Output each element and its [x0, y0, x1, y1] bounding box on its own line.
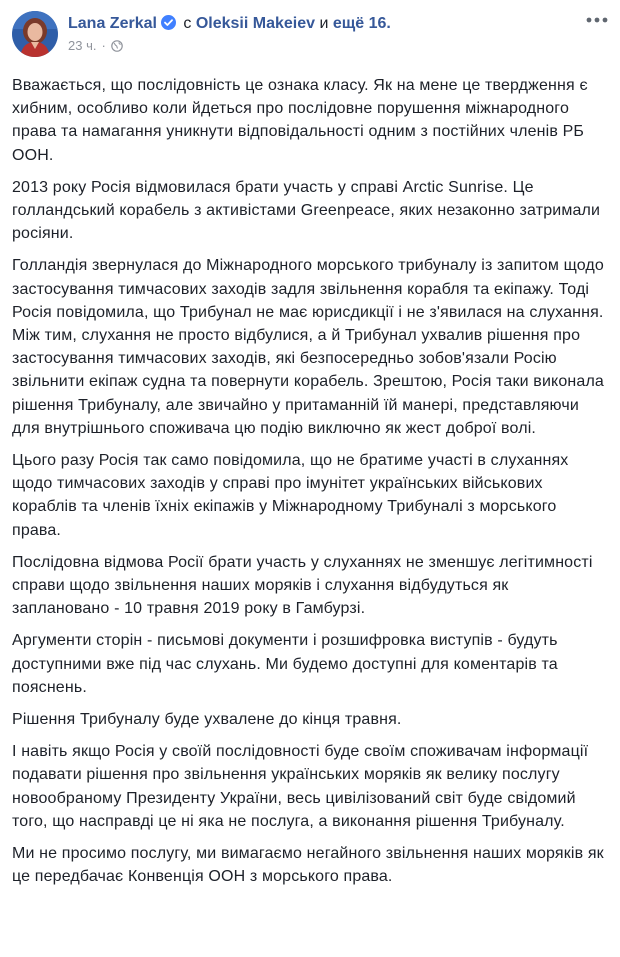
avatar-image: [12, 11, 58, 57]
post-paragraph: Голландія звернулася до Міжнародного морського трибуналу із запитом щодо застосування тимчасових заходів задля звільнення корабля та екіпажу. Тоді Росія повідомила, що Трибунал не має юрисдикції і не з'явилася на слухання. Між тим, слухання не просто відбулися, а й Трибунал ухвалив рішення про застосування тимчасових заходів, які безпосередньо зобов'язали Росію звільнити екіпаж судна та повернути корабель. Зрештою, Росія таки виконала рішення Трибуналу, але звичайно у притаманній їй манері, представляючи для внутрішнього споживача цю подію виключно як жест доброї волі.: [12, 257, 604, 437]
post-paragraph: І навіть якщо Росія у своїй послідовності буде своїм споживачам інформації подавати рішення про звільнення українських моряків як велику послугу новообраному Президенту України, весь цивілізований світ буде свідомий того, що насправді це ні яка не послуга, а виконання рішення Трибуналу.: [12, 743, 589, 830]
post-header: [12, 8, 610, 66]
more-options-button[interactable]: [584, 10, 610, 30]
verified-badge-icon: [161, 15, 176, 30]
tagged-person-link[interactable]: Oleksii Makeiev: [195, 15, 316, 32]
author-line: [68, 14, 584, 34]
post-paragraph: Послідовна відмова Росії брати участь у слуханнях не зменшує легітимності справи щодо звільнення наших моряків і слухання відбудуться як заплановано - 10 травня 2019 року в Гамбурзі.: [12, 553, 593, 618]
post-body: [12, 74, 610, 889]
post-timestamp[interactable]: 23 ч.: [68, 38, 97, 53]
post-paragraph: Аргументи сторін - письмові документи і розшифровка виступів - будуть доступними вже під час слухань. Ми будемо доступні для коментарів та пояснень.: [12, 632, 558, 696]
tagged-and-text: и: [319, 15, 329, 32]
tagged-others-link[interactable]: ещё 16.: [332, 15, 391, 32]
post-paragraph: Цього разу Росія так само повідомила, що не братиме участі в слуханнях щодо тимчасових заходів у справі про імунітет українських військових кораблів та членів їхніх екіпажів у Міжнародному Трибуналі з морського права.: [12, 452, 569, 539]
avatar[interactable]: [12, 11, 58, 57]
author-name-link[interactable]: Lana Zerkal: [68, 15, 157, 32]
post-paragraph: Ми не просимо послугу, ми вимагаємо негайного звільнення наших моряків як це передбачає Конвенція ООН з морського права.: [12, 845, 604, 886]
more-options-icon: [586, 17, 608, 23]
post-paragraph: Вважається, що послідовність це ознака класу. Як на мене це твердження є хибним, особливо коли йдеться про послідовне порушення міжнародного права та намагання уникнути відповідальності одним з постійних членів РБ ООН.: [12, 77, 588, 164]
post-subline: [68, 38, 584, 54]
post-paragraph: 2013 року Росія відмовилася брати участь у справі Arctic Sunrise. Це голландський корабель з активістами Greenpeace, яких незаконно затримали росіяни.: [12, 178, 601, 243]
post-paragraph: Рішення Трибуналу буде ухвалене до кінця травня.: [12, 711, 402, 729]
with-prefix: с: [183, 15, 192, 32]
meta-separator: ·: [101, 38, 106, 53]
globe-icon[interactable]: [111, 40, 123, 52]
post-meta: [68, 8, 584, 54]
